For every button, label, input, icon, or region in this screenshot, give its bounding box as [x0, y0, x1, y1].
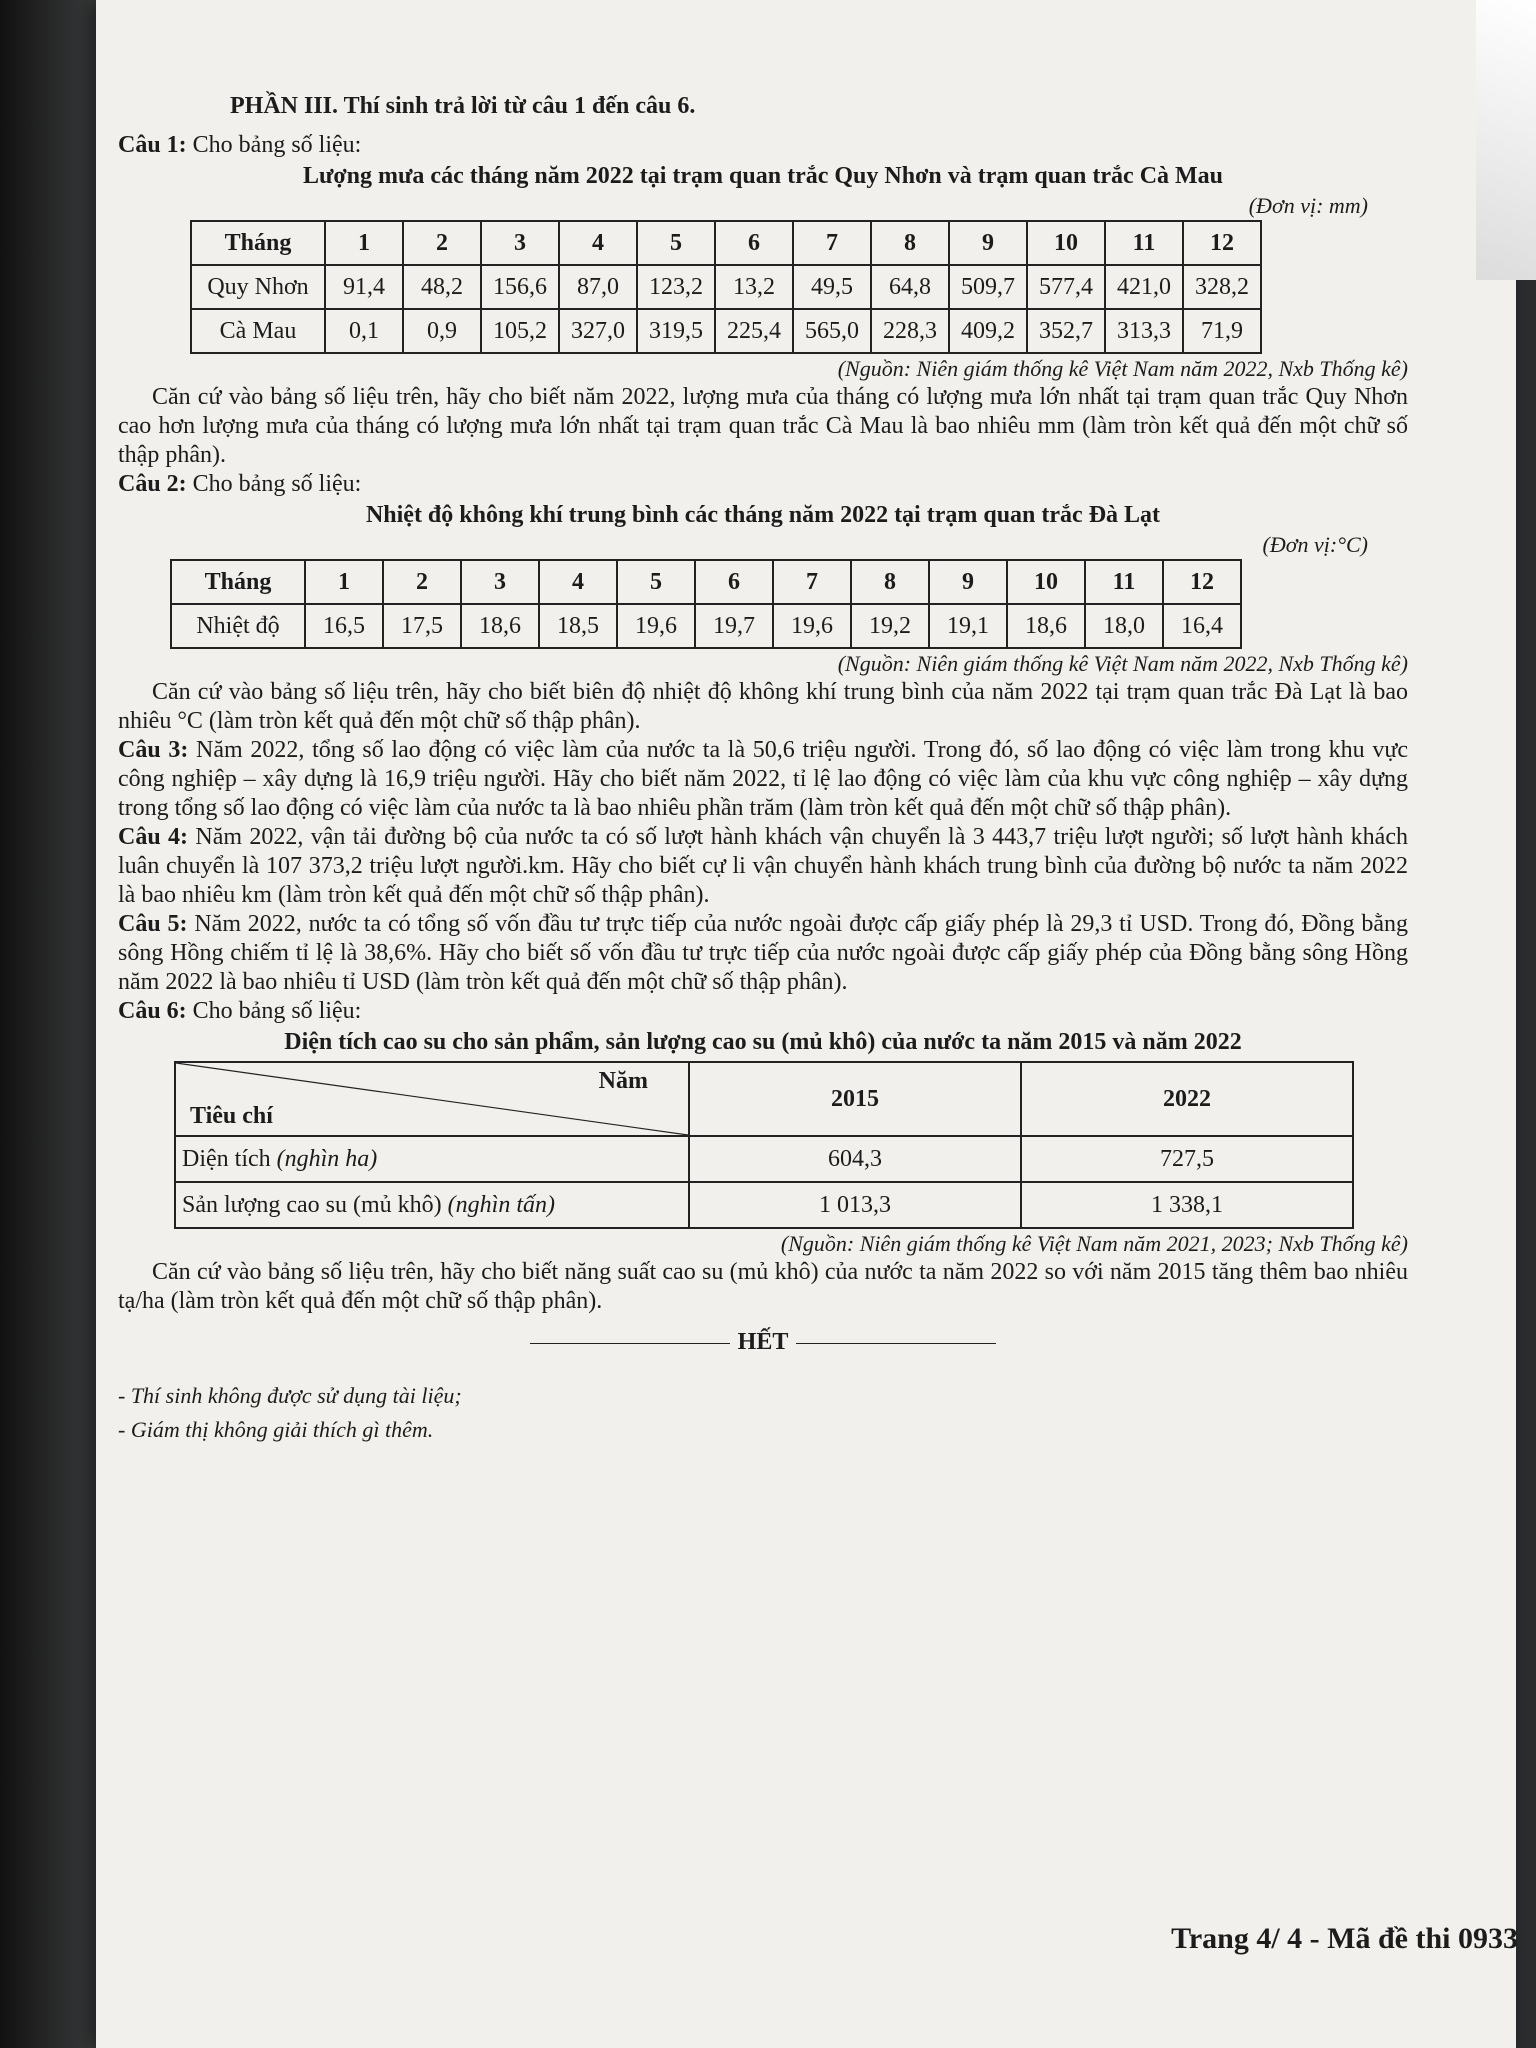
table-cell: 105,2	[481, 309, 559, 353]
table-cell: 3	[481, 221, 559, 265]
q6-header-row	[175, 1062, 1353, 1136]
table-cell: 1	[305, 560, 383, 604]
q6-row2-label: Sản lượng cao su (mủ khô)	[182, 1191, 448, 1218]
table-cell: 91,4	[325, 265, 403, 309]
table-cell: 16,5	[305, 604, 383, 648]
table-cell: 5	[637, 221, 715, 265]
table-cell: 1 338,1	[1021, 1182, 1353, 1228]
table-cell: 19,1	[929, 604, 1007, 648]
q6-question: Căn cứ vào bảng số liệu trên, hãy cho biết năng suất cao su (mủ khô) của nước ta năm 2022 so với năm 2015 tăng thêm bao nhiêu tạ/ha (làm tròn kết quả đến một chữ số thập phân).	[118, 1259, 1408, 1314]
q4	[118, 823, 1408, 910]
q3-number: Câu 3:	[118, 737, 189, 763]
page-footer: Trang 4/ 4 - Mã đề thi 0933	[1171, 1922, 1518, 1955]
q2-number: Câu 2:	[118, 471, 187, 497]
q6-rubber-table	[174, 1061, 1354, 1229]
table-cell: 1 013,3	[689, 1182, 1021, 1228]
exam-notes	[118, 1379, 1408, 1447]
table-cell: 4	[539, 560, 617, 604]
q1-question: Căn cứ vào bảng số liệu trên, hãy cho biết năm 2022, lượng mưa của tháng có lượng mưa lớn nhất tại trạm quan trắc Quy Nhơn cao hơn lượng mưa của tháng có lượng mưa lớn nhất tại trạm quan trắc Cà Mau là bao nhiêu mm (làm tròn kết quả đến một chữ số thập phân).	[118, 384, 1408, 468]
table-cell: 71,9	[1183, 309, 1261, 353]
table-cell: 9	[949, 221, 1027, 265]
table-cell: 0,1	[325, 309, 403, 353]
q3-text: Năm 2022, tổng số lao động có việc làm của nước ta là 50,6 triệu người. Trong đó, số lao động có việc làm trong khu vực công nghiệp – xây dựng là 16,9 triệu người. Hãy cho biết năm 2022, tỉ lệ lao động có việc làm của khu vực công nghiệp – xây dựng trong tổng số lao động có việc làm của nước ta là bao nhiêu phần trăm (làm tròn kết quả đến một chữ số thập phân).	[118, 737, 1408, 821]
q6-row2-unit: (nghìn tấn)	[447, 1191, 555, 1218]
q6-intro: Cho bảng số liệu:	[192, 998, 362, 1024]
table-cell: 12	[1163, 560, 1241, 604]
table-cell: 327,0	[559, 309, 637, 353]
table-cell: 17,5	[383, 604, 461, 648]
q5-number: Câu 5:	[118, 911, 188, 937]
table-cell: 6	[715, 221, 793, 265]
table-cell: 156,6	[481, 265, 559, 309]
table-cell: 319,5	[637, 309, 715, 353]
q4-text: Năm 2022, vận tải đường bộ của nước ta có số lượt hành khách vận chuyển là 3 443,7 triệu lượt người; số lượt hành khách luân chuyển là 107 373,2 triệu lượt người.km. Hãy cho biết cự li vận chuyển hành khách trung bình của đường bộ nước ta năm 2022 là bao nhiêu km (làm tròn kết quả đến một chữ số thập phân).	[118, 824, 1408, 908]
table-cell: 6	[695, 560, 773, 604]
table-cell: 0,9	[403, 309, 481, 353]
q2-source: (Nguồn: Niên giám thống kê Việt Nam năm 2022, Nxb Thống kê)	[837, 651, 1408, 676]
q1-label	[118, 131, 1408, 160]
q6-label	[118, 997, 1408, 1026]
table-cell: 409,2	[949, 309, 1027, 353]
q6-corner-cell	[175, 1062, 689, 1136]
table-cell: 18,0	[1085, 604, 1163, 648]
table-cell: 18,6	[461, 604, 539, 648]
table-cell	[175, 1136, 689, 1182]
table-cell: 13,2	[715, 265, 793, 309]
table-cell: 18,6	[1007, 604, 1085, 648]
note-item: - Giám thị không giải thích gì thêm.	[118, 1417, 434, 1442]
table-cell: 9	[929, 560, 1007, 604]
q6-number: Câu 6:	[118, 998, 187, 1024]
q2-unit: (Đơn vị:°C)	[1262, 532, 1368, 557]
table-cell: 577,4	[1027, 265, 1105, 309]
q6-corner-top: Năm	[598, 1068, 648, 1094]
table-cell: 7	[773, 560, 851, 604]
table-cell: 19,7	[695, 604, 773, 648]
end-dash-left	[530, 1343, 730, 1344]
table-row	[175, 1182, 1353, 1228]
table-cell: 11	[1085, 560, 1163, 604]
table-cell: 228,3	[871, 309, 949, 353]
table-cell: 10	[1007, 560, 1085, 604]
q2-label	[118, 470, 1408, 499]
note-item: - Thí sinh không được sử dụng tài liệu;	[118, 1383, 462, 1408]
table-row	[171, 604, 1241, 648]
q1-rainfall-table	[190, 220, 1262, 354]
table-cell: Tháng	[191, 221, 325, 265]
q6-row1-unit: (nghìn ha)	[276, 1145, 378, 1172]
table-cell: 2	[403, 221, 481, 265]
table-cell: 48,2	[403, 265, 481, 309]
table-cell: 19,6	[617, 604, 695, 648]
q6-table-title: Diện tích cao su cho sản phẩm, sản lượng cao su (mủ khô) của nước ta năm 2015 và năm 2022	[284, 1029, 1242, 1055]
table-row	[175, 1136, 1353, 1182]
table-cell: 8	[851, 560, 929, 604]
q3	[118, 736, 1408, 823]
table-cell: 8	[871, 221, 949, 265]
section-heading: PHẦN III. Thí sinh trả lời từ câu 1 đến câu 6.	[230, 93, 696, 119]
table-cell: 1	[325, 221, 403, 265]
q6-source: (Nguồn: Niên giám thống kê Việt Nam năm 2021, 2023; Nxb Thống kê)	[780, 1231, 1408, 1256]
q1-source: (Nguồn: Niên giám thống kê Việt Nam năm 2022, Nxb Thống kê)	[837, 356, 1408, 381]
q6-corner-bottom: Tiêu chí	[190, 1103, 273, 1129]
q1-number: Câu 1:	[118, 132, 187, 158]
exam-content	[118, 92, 1408, 1447]
table-row	[191, 265, 1261, 309]
table-cell: 313,3	[1105, 309, 1183, 353]
q4-number: Câu 4:	[118, 824, 189, 850]
table-cell: 604,3	[689, 1136, 1021, 1182]
table-cell: 328,2	[1183, 265, 1261, 309]
end-marker	[118, 1328, 1408, 1357]
end-text: HẾT	[737, 1329, 789, 1355]
table-cell: 5	[617, 560, 695, 604]
q2-question: Căn cứ vào bảng số liệu trên, hãy cho biết biên độ nhiệt độ không khí trung bình của năm 2022 tại trạm quan trắc Đà Lạt là bao nhiêu °C (làm tròn kết quả đến một chữ số thập phân).	[118, 679, 1408, 734]
table-cell: 10	[1027, 221, 1105, 265]
table-cell: Quy Nhơn	[191, 265, 325, 309]
table-cell: 19,2	[851, 604, 929, 648]
q1-intro: Cho bảng số liệu:	[192, 132, 362, 158]
background-edge	[0, 0, 96, 2048]
q2-table-title: Nhiệt độ không khí trung bình các tháng năm 2022 tại trạm quan trắc Đà Lạt	[365, 502, 1161, 528]
q5-text: Năm 2022, nước ta có tổng số vốn đầu tư trực tiếp của nước ngoài được cấp giấy phép là 29,3 tỉ USD. Trong đó, Đồng bằng sông Hồng chiếm tỉ lệ là 38,6%. Hãy cho biết số vốn đầu tư trực tiếp của nước ngoài được cấp giấy phép của Đồng bằng sông Hồng năm 2022 là bao nhiêu tỉ USD (làm tròn kết quả đến một chữ số thập phân).	[118, 911, 1408, 995]
table-cell: 123,2	[637, 265, 715, 309]
table-cell: 18,5	[539, 604, 617, 648]
table-cell: 2015	[689, 1062, 1021, 1136]
table-cell: 2022	[1021, 1062, 1353, 1136]
table-cell: 7	[793, 221, 871, 265]
table-cell: 421,0	[1105, 265, 1183, 309]
q5	[118, 910, 1408, 997]
table-cell: 87,0	[559, 265, 637, 309]
q2-intro: Cho bảng số liệu:	[192, 471, 362, 497]
table-cell: 3	[461, 560, 539, 604]
table-cell: Nhiệt độ	[171, 604, 305, 648]
table-cell: 11	[1105, 221, 1183, 265]
table-cell: 225,4	[715, 309, 793, 353]
q1-unit: (Đơn vị: mm)	[1248, 193, 1368, 218]
table-cell: Cà Mau	[191, 309, 325, 353]
table-cell: 4	[559, 221, 637, 265]
table-cell: 16,4	[1163, 604, 1241, 648]
end-dash-right	[796, 1343, 996, 1344]
table-cell	[175, 1182, 689, 1228]
table-cell: 19,6	[773, 604, 851, 648]
table-cell: 727,5	[1021, 1136, 1353, 1182]
table-cell: 12	[1183, 221, 1261, 265]
table-cell: Tháng	[171, 560, 305, 604]
q2-header-row	[171, 560, 1241, 604]
table-row	[191, 309, 1261, 353]
q1-table-title: Lượng mưa các tháng năm 2022 tại trạm quan trắc Quy Nhơn và trạm quan trắc Cà Mau	[302, 163, 1224, 189]
table-cell: 64,8	[871, 265, 949, 309]
page-corner-overlap	[1476, 0, 1536, 280]
q2-temperature-table	[170, 559, 1242, 649]
table-cell: 2	[383, 560, 461, 604]
q6-row1-label: Diện tích	[182, 1145, 277, 1172]
table-cell: 49,5	[793, 265, 871, 309]
table-cell: 565,0	[793, 309, 871, 353]
table-cell: 509,7	[949, 265, 1027, 309]
q1-header-row	[191, 221, 1261, 265]
table-cell: 352,7	[1027, 309, 1105, 353]
